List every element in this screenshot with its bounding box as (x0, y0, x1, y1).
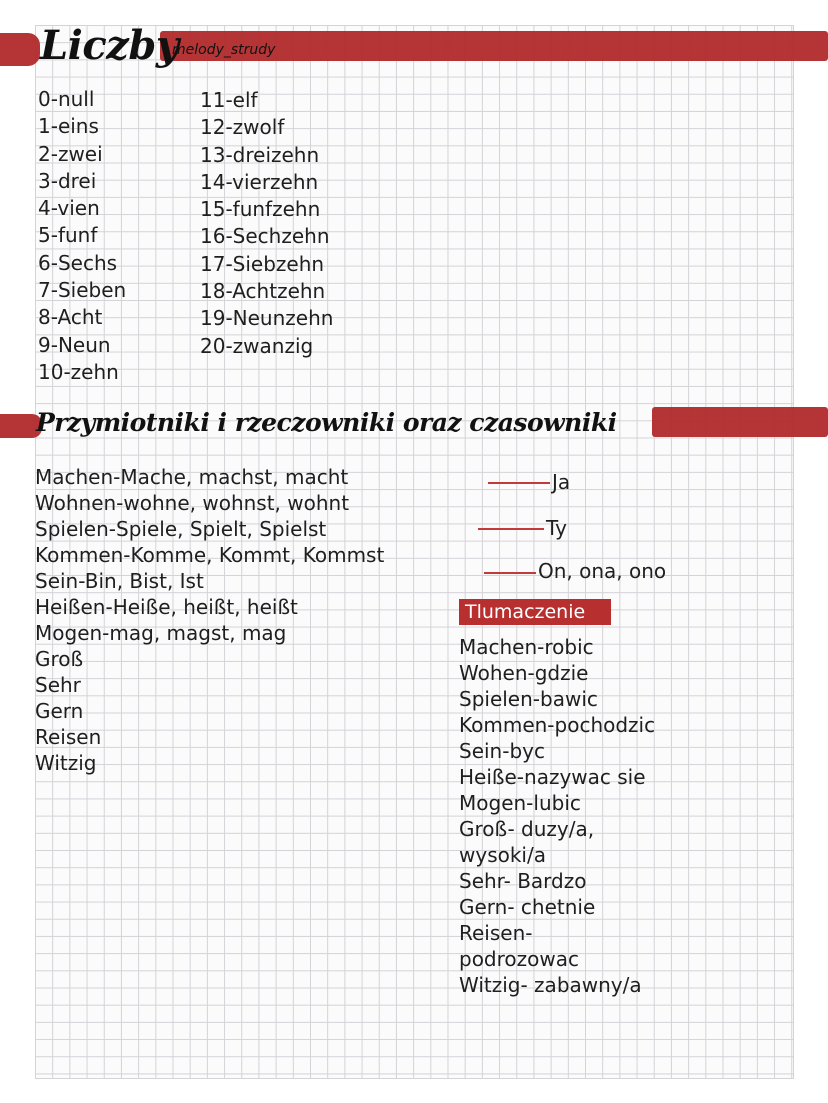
section-title-numbers: Liczby (40, 22, 179, 69)
list-item: 5-funf (38, 223, 98, 248)
list-item: wysoki/a (459, 843, 546, 867)
verb-list (35, 464, 384, 776)
list-item: Kommen-pochodzic (459, 713, 656, 737)
list-item: Groß (35, 647, 84, 671)
list-item: Reisen (35, 725, 102, 749)
list-item: Kommen-Komme, Kommt, Kommst (35, 543, 385, 567)
list-item: 2-zwei (38, 141, 103, 166)
list-item: Groß- duzy/a, (459, 817, 595, 841)
list-item: 11-elf (200, 88, 258, 112)
section-title-vocab: Przymiotniki i rzeczowniki oraz czasowniki (36, 408, 617, 437)
list-item: 8-Acht (38, 305, 103, 330)
header-band-2b (652, 407, 828, 437)
list-item: Wohnen-wohne, wohnst, wohnt (35, 491, 350, 515)
list-item: 10-zehn (38, 359, 119, 384)
list-item: Gern (35, 699, 84, 723)
list-item: Reisen- (459, 921, 533, 945)
list-item: Heißen-Heiße, heißt, heißt (35, 595, 298, 619)
list-item: 13-dreizehn (200, 142, 320, 167)
numbers-column-right (200, 87, 333, 360)
list-item: 15-funfzehn (200, 197, 321, 222)
list-item: 19-Neunzehn (200, 306, 334, 331)
list-item: Witzig (35, 751, 97, 775)
list-item: Machen-Mache, machst, macht (35, 465, 349, 489)
numbers-column-left (38, 86, 126, 386)
list-item: 0-null (38, 87, 95, 111)
list-item: 7-Sieben (38, 278, 127, 303)
list-item: 20-zwanzig (200, 333, 314, 358)
pronoun-line-ja (488, 482, 550, 484)
list-item: 16-Sechzehn (200, 224, 330, 249)
list-item: Sehr (35, 673, 81, 697)
list-item: Wohen-gdzie (459, 661, 589, 685)
list-item: 14-vierzehn (200, 169, 319, 194)
list-item: Spielen-Spiele, Spielt, Spielst (35, 517, 327, 541)
list-item: 18-Achtzehn (200, 279, 326, 304)
list-item: 12-zwolf (200, 115, 285, 140)
list-item: 4-vien (38, 196, 100, 221)
list-item: Sehr- Bardzo (459, 869, 587, 893)
list-item: 3-drei (38, 168, 97, 193)
header-band-1 (0, 33, 40, 66)
pronoun-line-ty (478, 528, 544, 530)
list-item: podrozowac (459, 947, 579, 971)
list-item: 1-eins (38, 114, 99, 139)
list-item: Sein-byc (459, 739, 545, 763)
pronoun-line-on (484, 572, 536, 574)
signature: melody_strudy (172, 42, 276, 58)
list-item: 9-Neun (38, 332, 111, 357)
list-item: Gern- chetnie (459, 895, 596, 919)
list-item: 17-Siebzehn (200, 251, 325, 276)
pronoun-on: On, ona, ono (538, 559, 667, 583)
translation-label: Tlumaczenie (459, 599, 611, 625)
list-item: Heiße-nazywac sie (459, 765, 646, 789)
list-item: 6-Sechs (38, 250, 118, 275)
list-item: Mogen-mag, magst, mag (35, 621, 287, 645)
list-item: Sein-Bin, Bist, Ist (35, 569, 204, 593)
pronoun-ty: Ty (546, 516, 567, 540)
list-item: Witzig- zabawny/a (459, 973, 642, 997)
list-item: Spielen-bawic (459, 687, 598, 711)
translation-list (459, 634, 655, 998)
list-item: Mogen-lubic (459, 791, 581, 815)
list-item: Machen-robic (459, 635, 594, 659)
pronoun-ja: Ja (552, 470, 571, 494)
